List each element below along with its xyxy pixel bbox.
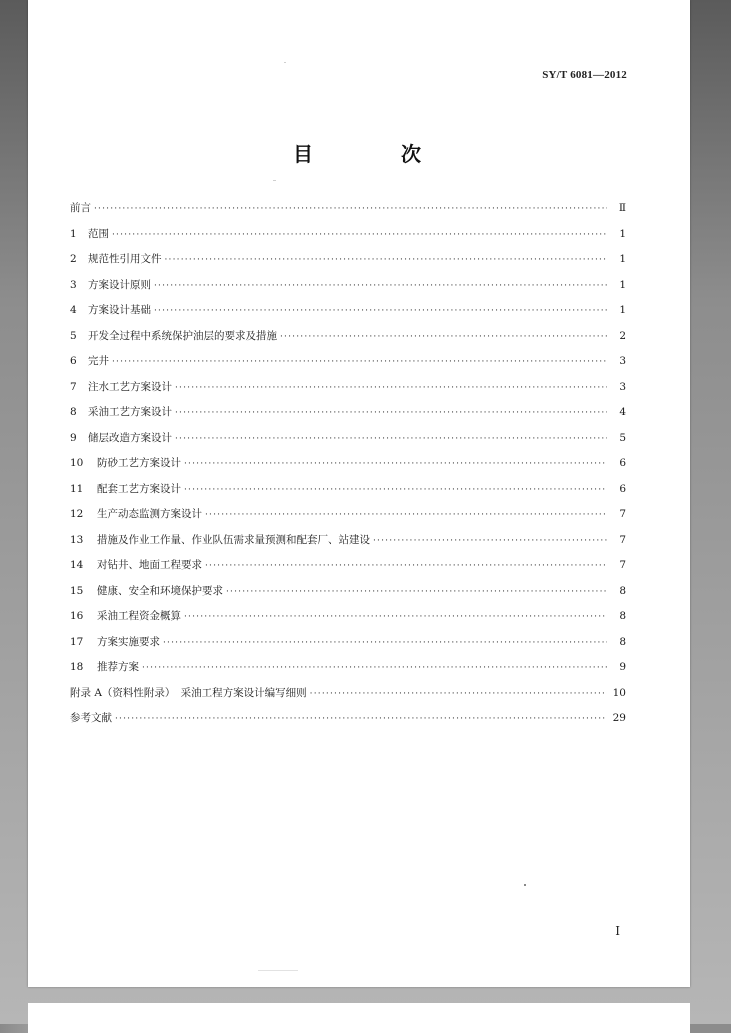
table-of-contents — [70, 200, 626, 736]
scan-speck — [284, 62, 286, 63]
toc-entry-page: 3 — [619, 380, 626, 393]
toc-entry-number: 7 — [70, 380, 77, 393]
toc-entry-number: 10 — [70, 457, 84, 469]
scan-speck — [524, 884, 526, 886]
toc-leader-dots — [310, 689, 607, 699]
toc-entry-number: 6 — [70, 355, 77, 367]
toc-entry-number: 12 — [70, 508, 84, 520]
toc-entry-label: 对钻井、地面工程要求 — [97, 559, 202, 571]
toc-leader-dots — [184, 485, 607, 495]
toc-leader-dots — [205, 510, 607, 520]
toc-entry-number: 2 — [70, 253, 77, 265]
toc-entry-label: 配套工艺方案设计 — [97, 482, 181, 495]
toc-entry-page: 8 — [619, 610, 626, 622]
toc-entry-page: 1 — [619, 304, 626, 316]
toc-entry-number: 16 — [70, 610, 84, 622]
toc-entry-page: 7 — [619, 559, 626, 571]
toc-entry-label: 前言 — [70, 202, 91, 214]
toc-entry[interactable] — [70, 583, 626, 609]
toc-entry[interactable] — [70, 328, 626, 354]
toc-entry-label: 方案实施要求 — [97, 635, 160, 648]
toc-entry-page: 1 — [619, 278, 626, 291]
scan-speck — [273, 180, 276, 181]
toc-entry[interactable] — [70, 404, 626, 430]
toc-leader-dots — [184, 612, 607, 622]
toc-entry-label: 方案设计基础 — [88, 304, 151, 316]
toc-leader-dots — [280, 332, 607, 342]
toc-entry-label: 注水工艺方案设计 — [88, 380, 172, 393]
toc-entry[interactable] — [70, 481, 626, 507]
toc-entry[interactable] — [70, 557, 626, 583]
toc-entry[interactable] — [70, 251, 626, 277]
toc-leader-dots — [154, 281, 607, 291]
toc-entry-label: 附录 A（资料性附录） 采油工程方案设计编写细则 — [70, 686, 307, 699]
toc-entry-page: 1 — [619, 253, 626, 265]
toc-entry-page: 3 — [619, 355, 626, 367]
toc-entry[interactable] — [70, 379, 626, 405]
toc-entry-label: 规范性引用文件 — [88, 253, 162, 265]
toc-entry-label: 方案设计原则 — [88, 278, 151, 291]
toc-leader-dots — [154, 306, 607, 316]
toc-leader-dots — [175, 408, 607, 418]
toc-entry-page: 2 — [619, 329, 626, 342]
toc-entry-number: 5 — [70, 329, 77, 342]
toc-entry-page: 7 — [619, 533, 626, 546]
toc-entry-page: 7 — [619, 508, 626, 520]
toc-leader-dots — [175, 383, 607, 393]
toc-entry-number: 18 — [70, 661, 84, 673]
next-page-edge — [28, 1003, 690, 1033]
toc-entry[interactable] — [70, 302, 626, 328]
toc-leader-dots — [226, 587, 607, 597]
standard-code: SY/T 6081—2012 — [542, 69, 627, 81]
toc-entry-page: 8 — [619, 635, 626, 648]
toc-entry[interactable] — [70, 226, 626, 252]
toc-leader-dots — [184, 459, 607, 469]
toc-entry-number: 15 — [70, 584, 84, 597]
toc-entry-label: 储层改造方案设计 — [88, 431, 172, 444]
toc-leader-dots — [112, 230, 607, 240]
toc-entry[interactable] — [70, 506, 626, 532]
toc-entry-number: 1 — [70, 227, 77, 240]
scan-speck — [258, 970, 298, 971]
toc-leader-dots — [142, 663, 607, 673]
toc-entry-page: 4 — [619, 406, 626, 418]
toc-entry-number: 11 — [70, 482, 84, 495]
toc-leader-dots — [165, 255, 608, 265]
toc-entry[interactable] — [70, 455, 626, 481]
toc-leader-dots — [175, 434, 607, 444]
toc-entry-number: 8 — [70, 406, 77, 418]
toc-entry[interactable] — [70, 659, 626, 685]
toc-entry-label: 生产动态监测方案设计 — [97, 508, 202, 520]
toc-entry[interactable] — [70, 532, 626, 558]
toc-entry-label: 采油工艺方案设计 — [88, 406, 172, 418]
toc-entry-label: 防砂工艺方案设计 — [97, 457, 181, 469]
toc-entry-number: 14 — [70, 559, 84, 571]
toc-leader-dots — [94, 204, 607, 214]
toc-entry[interactable] — [70, 200, 626, 226]
toc-entry[interactable] — [70, 710, 626, 736]
toc-entry-label: 措施及作业工作量、作业队伍需求量预测和配套厂、站建设 — [97, 533, 370, 546]
toc-entry[interactable] — [70, 634, 626, 660]
toc-entry-label: 采油工程资金概算 — [97, 610, 181, 622]
toc-entry-label: 健康、安全和环境保护要求 — [97, 584, 223, 597]
toc-entry[interactable] — [70, 685, 626, 711]
toc-entry[interactable] — [70, 430, 626, 456]
toc-entry-label: 推荐方案 — [97, 661, 139, 673]
toc-entry-number: 3 — [70, 278, 77, 291]
toc-entry-label: 开发全过程中系统保护油层的要求及措施 — [88, 329, 277, 342]
toc-entry-page: 6 — [619, 457, 626, 469]
toc-entry[interactable] — [70, 277, 626, 303]
toc-entry-label: 参考文献 — [70, 712, 112, 724]
toc-entry-page: 5 — [619, 431, 626, 444]
toc-entry-number: 13 — [70, 533, 84, 546]
toc-entry-page: 1 — [619, 227, 626, 240]
toc-entry-page: 8 — [619, 584, 626, 597]
toc-leader-dots — [112, 357, 607, 367]
toc-leader-dots — [115, 714, 607, 724]
toc-entry-page: 6 — [619, 482, 626, 495]
toc-entry-label: 范围 — [88, 227, 109, 240]
toc-entry-label: 完井 — [88, 355, 109, 367]
toc-leader-dots — [373, 536, 607, 546]
page-title: 目 次 — [293, 142, 455, 166]
toc-entry-number: 4 — [70, 304, 77, 316]
toc-leader-dots — [205, 561, 607, 571]
toc-entry-page: Ⅱ — [618, 202, 626, 214]
toc-entry-page: 29 — [612, 712, 626, 724]
toc-entry-number: 17 — [70, 635, 84, 648]
toc-entry[interactable] — [70, 353, 626, 379]
toc-leader-dots — [163, 638, 607, 648]
page-number: I — [615, 924, 620, 938]
toc-entry-number: 9 — [70, 431, 77, 444]
toc-entry[interactable] — [70, 608, 626, 634]
document-page[interactable] — [28, 0, 690, 987]
toc-entry-page: 9 — [619, 661, 626, 673]
toc-entry-page: 10 — [612, 686, 626, 699]
